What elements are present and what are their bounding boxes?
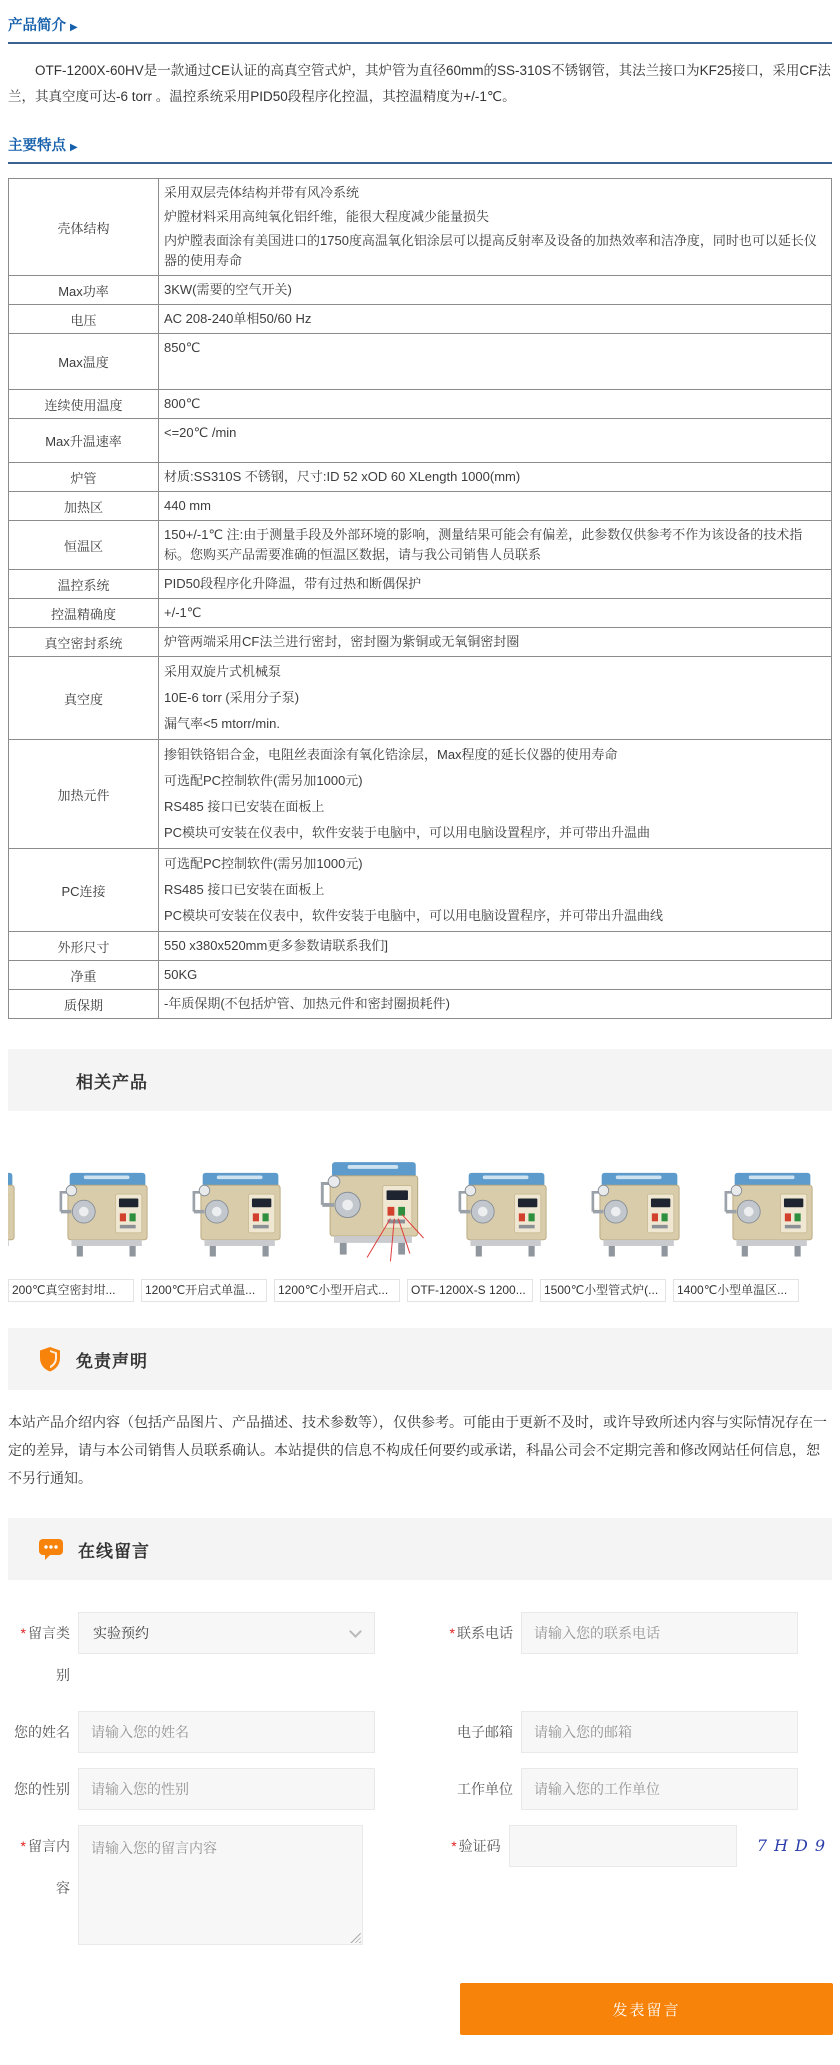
clover-grid-icon xyxy=(38,1068,62,1092)
spec-label: 真空度 xyxy=(9,657,159,740)
required-mark: * xyxy=(20,1838,26,1854)
spec-row xyxy=(9,492,832,521)
related-product-image-cell[interactable] xyxy=(41,1125,167,1275)
name-label: 您的姓名 xyxy=(14,1724,70,1740)
spec-value: 掺钼铁铬铝合金，电阻丝表面涂有氧化锆涂层，Max程度的延长仪器的使用寿命 可选配PC控制软件(需另加1000元) RS485 接口已安装在面板上 PC模块可安装在仪表中，软件安装于电脑中，可以用电脑设置程序，并可带出升温曲 xyxy=(159,740,832,849)
category-select[interactable] xyxy=(78,1612,375,1654)
related-product-caption[interactable]: 1200℃开启式单温... xyxy=(141,1279,267,1302)
spec-label: 温控系统 xyxy=(9,570,159,599)
chevron-down-icon xyxy=(349,1625,362,1638)
spec-label: PC连接 xyxy=(9,849,159,932)
carousel-partial-item[interactable] xyxy=(8,1125,34,1275)
furnace-product-image[interactable] xyxy=(8,1143,27,1275)
spec-table xyxy=(8,178,832,1019)
shield-icon xyxy=(38,1346,62,1372)
spec-value: 440 mm xyxy=(159,492,832,521)
related-product-image-cell[interactable] xyxy=(706,1125,832,1275)
required-mark: * xyxy=(451,1838,457,1854)
related-product-caption[interactable]: 1200℃小型开启式... xyxy=(274,1279,400,1302)
spec-label: Max温度 xyxy=(9,334,159,390)
spec-value: +/-1℃ xyxy=(159,599,832,628)
spec-value: 50KG xyxy=(159,961,832,990)
spec-row xyxy=(9,849,832,932)
spec-row xyxy=(9,628,832,657)
spec-row xyxy=(9,570,832,599)
email-input[interactable] xyxy=(521,1711,798,1753)
required-mark: * xyxy=(20,1625,26,1641)
spec-row xyxy=(9,990,832,1019)
related-product-image-cell[interactable] xyxy=(307,1125,433,1275)
message-form xyxy=(8,1612,832,2035)
spec-label: Max功率 xyxy=(9,276,159,305)
section-link-main-features[interactable] xyxy=(8,134,832,155)
product-intro-paragraph: OTF-1200X-60HV是一款通过CE认证的高真空管式炉，其炉管为直径60mm的SS-310S不锈钢管，其法兰接口为KF25接口，采用CF法兰，其真空度可达-6 torr 。温控系统采用PID50段程序化控温，其控温精度为+/-1℃。 xyxy=(8,63,831,104)
spec-value: -年质保期(不包括炉管、加热元件和密封圈损耗件) xyxy=(159,990,832,1019)
section-link-product-intro[interactable] xyxy=(8,14,832,35)
spec-row xyxy=(9,179,832,276)
spec-row xyxy=(9,599,832,628)
form-row xyxy=(8,1768,832,1810)
related-products-carousel xyxy=(8,1125,832,1302)
name-input[interactable] xyxy=(78,1711,375,1753)
related-product-image-cell[interactable] xyxy=(440,1125,566,1275)
form-row xyxy=(8,1612,832,1696)
message-label: * 留言内容 xyxy=(20,1838,70,1896)
related-product-image-cell[interactable] xyxy=(174,1125,300,1275)
spec-row xyxy=(9,463,832,492)
spec-label: 控温精确度 xyxy=(9,599,159,628)
form-row xyxy=(8,1711,832,1753)
required-mark: * xyxy=(449,1625,455,1641)
email-label: 电子邮箱 xyxy=(457,1724,513,1740)
message-board-title: 在线留言 xyxy=(78,1541,150,1561)
phone-label: * 联系电话 xyxy=(449,1625,513,1641)
section-divider xyxy=(8,162,832,164)
spec-value: 800℃ xyxy=(159,390,832,419)
form-row xyxy=(8,1825,832,1945)
spec-value: <=20℃ /min xyxy=(159,419,832,463)
spec-label: 质保期 xyxy=(9,990,159,1019)
furnace-product-image[interactable] xyxy=(580,1143,692,1275)
furnace-product-image[interactable] xyxy=(447,1143,559,1275)
chat-bubble-icon xyxy=(38,1537,64,1561)
spec-value: 采用双旋片式机械泵 10E-6 torr (采用分子泵) 漏气率<5 mtorr/min. xyxy=(159,657,832,740)
spec-table-body xyxy=(9,179,832,1019)
related-product-image-cell[interactable] xyxy=(573,1125,699,1275)
disclaimer-title: 免责声明 xyxy=(76,1351,148,1371)
captcha-code-image[interactable]: 7HD9 xyxy=(756,1836,832,1855)
section-divider xyxy=(8,42,832,44)
related-product-caption[interactable]: 1400℃小型单温区... xyxy=(673,1279,799,1302)
spec-row xyxy=(9,932,832,961)
section-link-label: 产品简介 xyxy=(8,18,66,34)
captcha-label: * 验证码 xyxy=(451,1838,501,1854)
message-board-header xyxy=(8,1518,832,1580)
spec-value: 可选配PC控制软件(需另加1000元) RS485 接口已安装在面板上 PC模块可安装在仪表中，软件安装于电脑中，可以用电脑设置程序，并可带出升温曲线 xyxy=(159,849,832,932)
spec-row xyxy=(9,419,832,463)
message-textarea[interactable] xyxy=(78,1825,363,1945)
spec-value: PID50段程序化升降温，带有过热和断偶保护 xyxy=(159,570,832,599)
spec-label: 炉管 xyxy=(9,463,159,492)
captcha-input[interactable] xyxy=(509,1825,737,1867)
message-textarea-wrap xyxy=(78,1825,363,1945)
company-input[interactable] xyxy=(521,1768,798,1810)
submit-row xyxy=(8,1983,832,2035)
related-products-title: 相关产品 xyxy=(76,1072,148,1092)
spec-row xyxy=(9,521,832,570)
spec-value: 550 x380x520mm更多参数请联系我们] xyxy=(159,932,832,961)
spec-label: 净重 xyxy=(9,961,159,990)
triangle-right-icon: ▶ xyxy=(70,142,78,153)
spec-row xyxy=(9,740,832,849)
furnace-product-image[interactable] xyxy=(308,1129,432,1275)
furnace-product-image[interactable] xyxy=(48,1143,160,1275)
spec-label: Max升温速率 xyxy=(9,419,159,463)
spec-value: 150+/-1℃ 注:由于测量手段及外部环境的影响，测量结果可能会有偏差，此参数仅供参考不作为该设备的技术指标。您购买产品需要准确的恒温区数据，请与我公司销售人员联系 xyxy=(159,521,832,570)
spec-label: 真空密封系统 xyxy=(9,628,159,657)
spec-label: 加热区 xyxy=(9,492,159,521)
section-link-label: 主要特点 xyxy=(8,138,66,154)
spec-value: 850℃ xyxy=(159,334,832,390)
spec-row xyxy=(9,390,832,419)
triangle-right-icon: ▶ xyxy=(70,22,78,33)
spec-row xyxy=(9,961,832,990)
spec-label: 壳体结构 xyxy=(9,179,159,276)
carousel-caption-row xyxy=(8,1279,832,1302)
spec-value: 采用双层壳体结构并带有风冷系统 炉膛材料采用高纯氧化铝纤维，能很大程度减少能量损失 内炉膛表面涂有美国进口的1750度高温氧化铝涂层可以提高反射率及设备的加热效率和洁净度，同时也可以延长仪器的使用寿命 xyxy=(159,179,832,276)
disclaimer-header xyxy=(8,1328,832,1390)
spec-row xyxy=(9,276,832,305)
phone-input[interactable] xyxy=(521,1612,798,1654)
spec-value: 炉管两端采用CF法兰进行密封，密封圈为紫铜或无氧铜密封圈 xyxy=(159,628,832,657)
related-product-caption[interactable]: 1500℃小型管式炉(... xyxy=(540,1279,666,1302)
spec-row xyxy=(9,334,832,390)
carousel-image-strip xyxy=(8,1125,832,1275)
spec-value: 3KW(需要的空气开关) xyxy=(159,276,832,305)
related-product-caption[interactable]: 200℃真空密封坩... xyxy=(8,1279,134,1302)
company-label: 工作单位 xyxy=(457,1781,513,1797)
furnace-product-image[interactable] xyxy=(713,1143,825,1275)
gender-input[interactable] xyxy=(78,1768,375,1810)
related-product-caption[interactable]: OTF-1200X-S 1200... xyxy=(407,1279,533,1302)
spec-label: 恒温区 xyxy=(9,521,159,570)
category-label: * 留言类别 xyxy=(20,1625,70,1683)
spec-row xyxy=(9,305,832,334)
disclaimer-paragraph: 本站产品介绍内容（包括产品图片、产品描述、技术参数等），仅供参考。可能由于更新不及时，或许导致所述内容与实际情况存在一定的差异，请与本公司销售人员联系确认。本站提供的信息不构成任何要约或承诺，科晶公司会不定期完善和修改网站任何信息，恕不另行通知。 xyxy=(8,1414,827,1486)
spec-label: 外形尺寸 xyxy=(9,932,159,961)
spec-label: 电压 xyxy=(9,305,159,334)
spec-row xyxy=(9,657,832,740)
spec-label: 连续使用温度 xyxy=(9,390,159,419)
related-products-header xyxy=(8,1049,832,1111)
furnace-product-image[interactable] xyxy=(181,1143,293,1275)
spec-value: AC 208-240单相50/60 Hz xyxy=(159,305,832,334)
submit-message-button[interactable]: 发表留言 xyxy=(460,1983,833,2035)
spec-label: 加热元件 xyxy=(9,740,159,849)
gender-label: 您的性别 xyxy=(14,1781,70,1797)
spec-value: 材质:SS310S 不锈钢，尺寸:ID 52 xOD 60 XLength 1000(mm) xyxy=(159,463,832,492)
category-selected-value: 实验预约 xyxy=(93,1625,149,1641)
